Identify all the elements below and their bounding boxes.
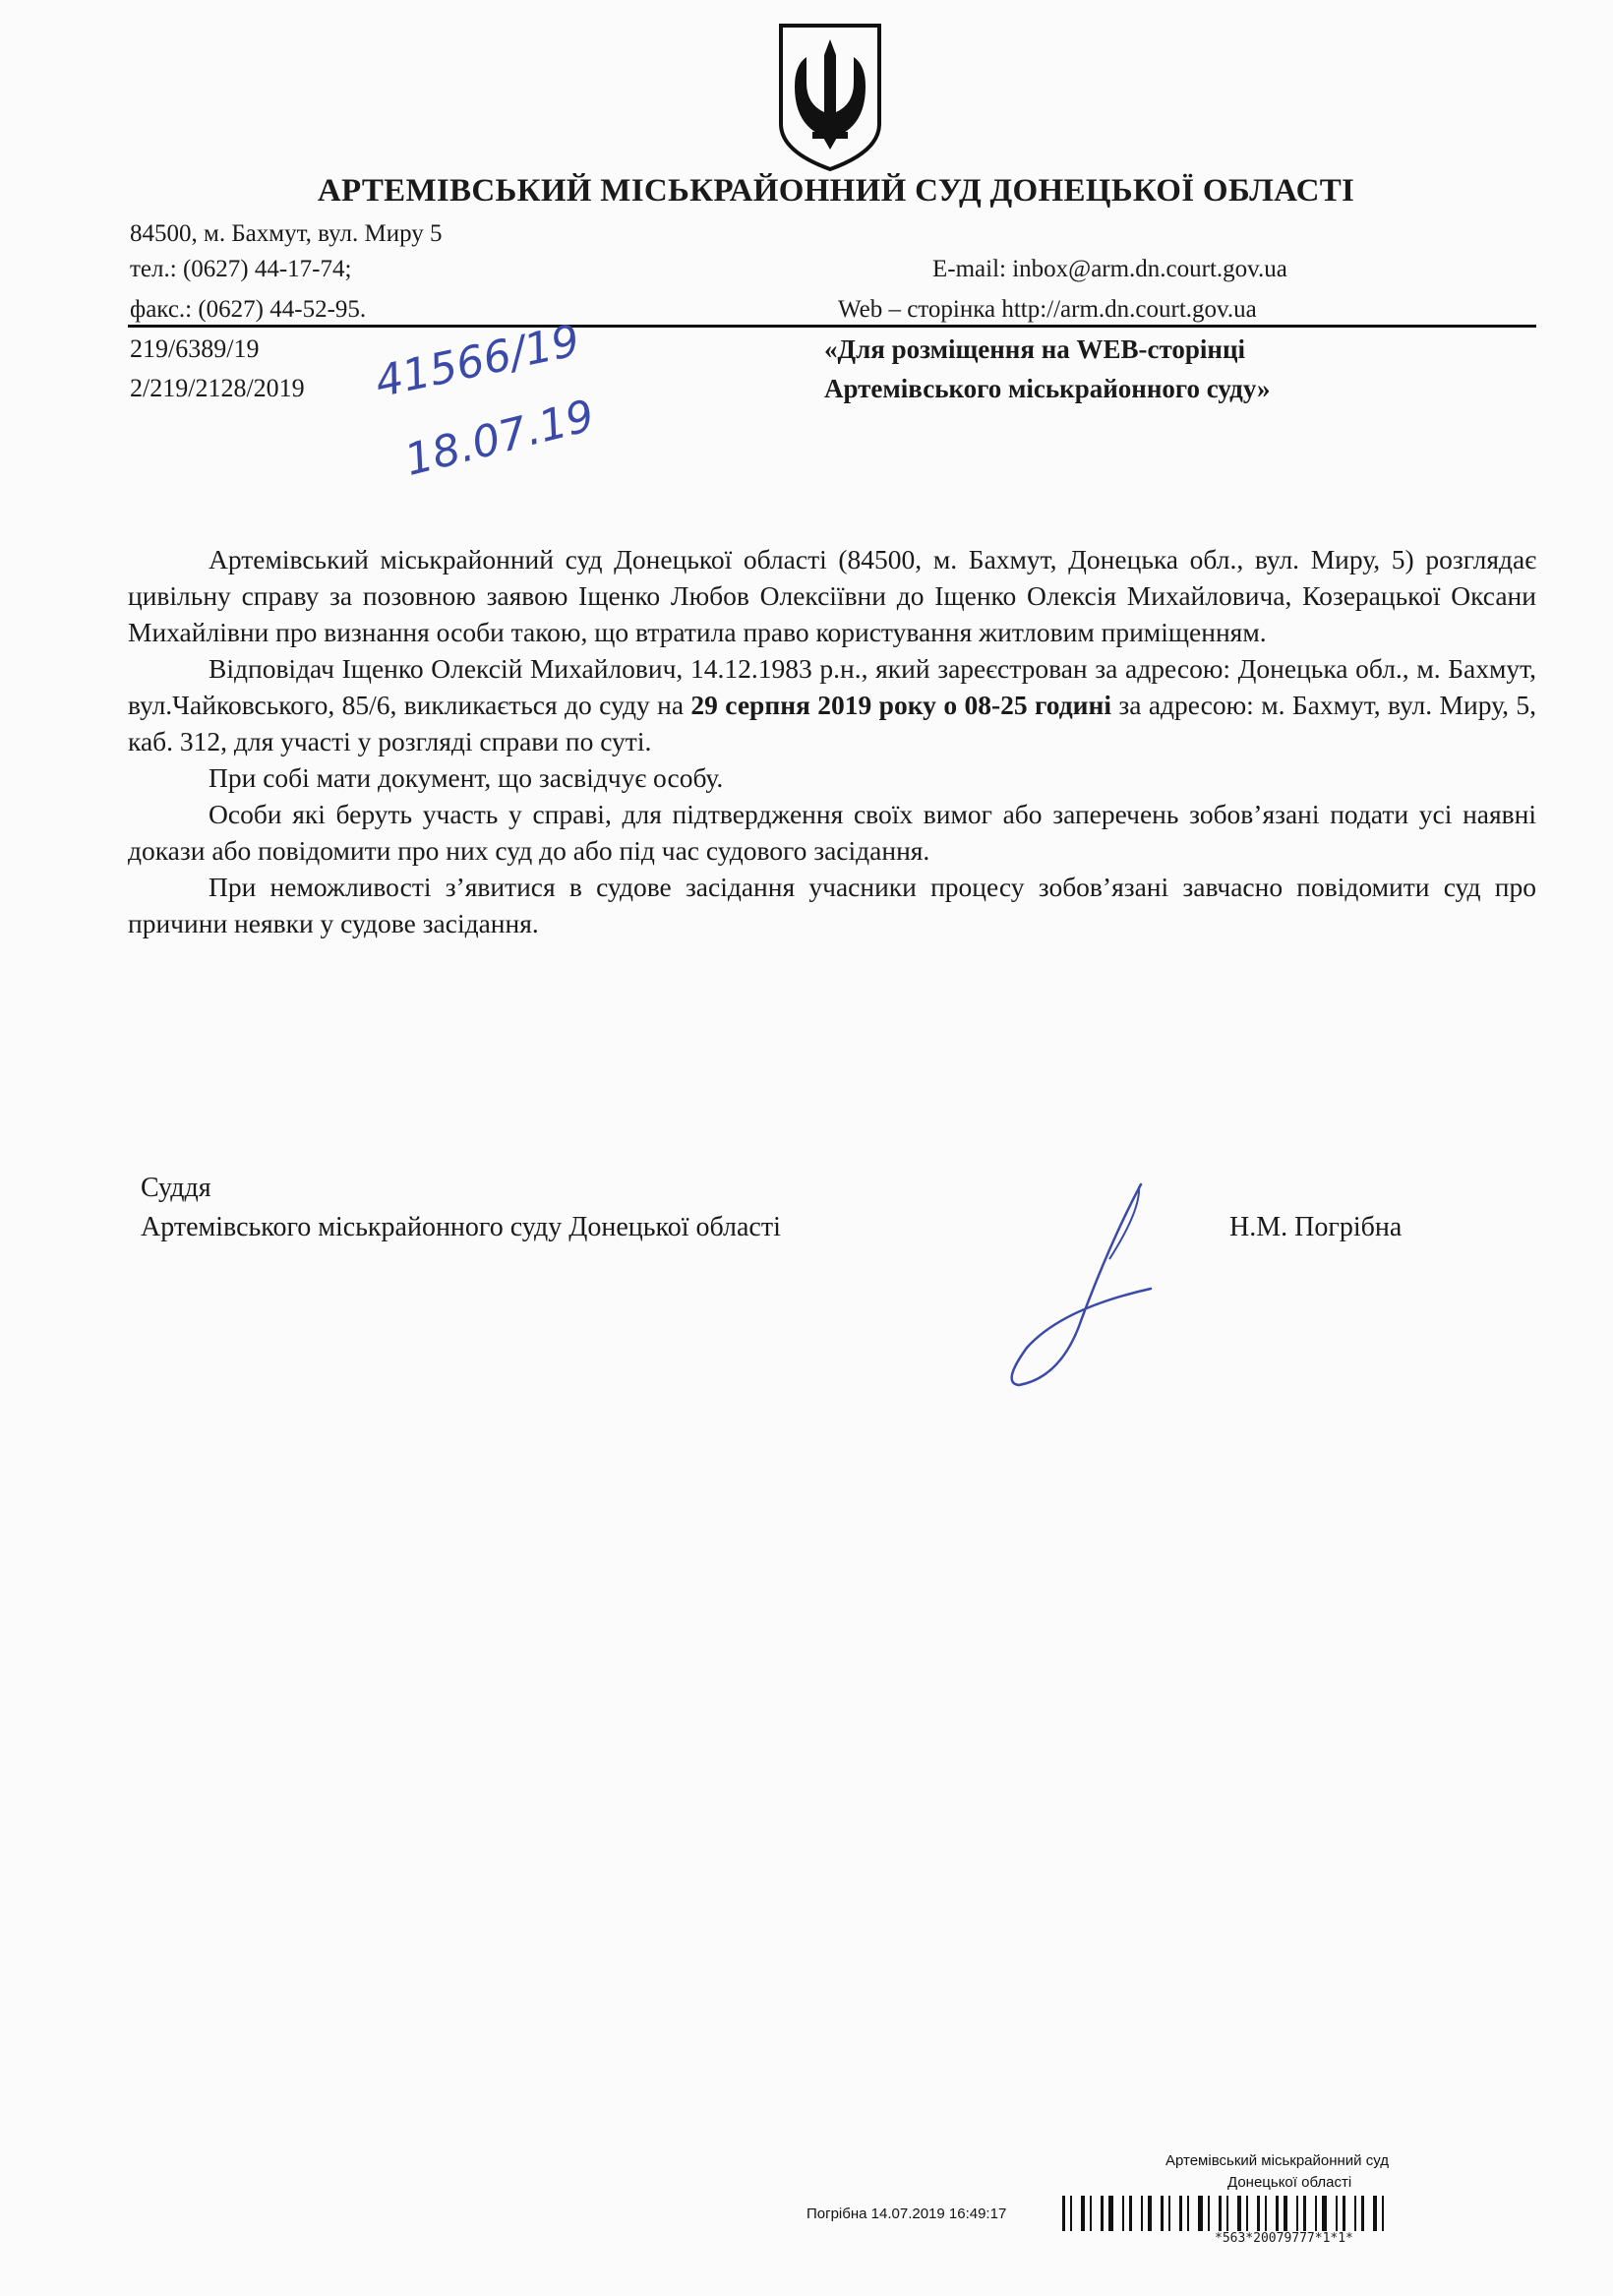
court-name: АРТЕМІВСЬКИЙ МІСЬКРАЙОННИЙ СУД ДОНЕЦЬКОЇ ОБЛАСТІ	[317, 173, 1355, 209]
signature-role: Суддя	[141, 1173, 211, 1203]
judge-name: Н.М. Погрібна	[1229, 1212, 1403, 1242]
court-phone: тел.: (0627) 44-17-74;	[130, 256, 352, 282]
paragraph-evidence: Особи які беруть участь у справі, для підтвердження своїх вимог або заперечень зобов’язані подати усі наявні докази або повідомити про них суд до або під час судового засідання.	[128, 799, 1536, 866]
publication-heading-line1: «Для розміщення на WEB-сторінці	[824, 334, 1246, 364]
footer-printed-info: Погрібна 14.07.2019 16:49:17	[806, 2205, 1007, 2222]
case-number: 219/6389/19	[130, 334, 260, 363]
court-address: 84500, м. Бахмут, вул. Миру 5	[130, 220, 443, 247]
footer-stamp-line1: Артемівський міськрайонний суд	[1165, 2152, 1389, 2169]
header-divider	[128, 325, 1536, 328]
proceeding-number: 2/219/2128/2019	[130, 374, 305, 402]
paragraph-case-description: Артемівський міськрайонний суд Донецької області (84500, м. Бахмут, Донецька обл., вул. Миру, 5) розглядає цивільну справу за позовною заявою Іщенко Любов Олексіївни до Іщенко Олексія Михайловича, Козерацької Оксани Михайлівни про визнання особи такою, що втратила право користування житловим приміщенням.	[128, 544, 1536, 647]
summons-text-start: Відповідач Іщенко Олексій Михайлович, 14.12.1983 р.н., який зареєстрован за адресою: Донецька обл., м. Бахмут, вул.Чайковського, 85/6, викликається до суду на	[128, 653, 1536, 720]
barcode-number: *563*20079777*1*1*	[1215, 2231, 1353, 2246]
publication-heading-line2: Артемівського міськрайонного суду»	[824, 374, 1271, 403]
footer-stamp-line2: Донецької області	[1227, 2174, 1352, 2191]
handwritten-incoming-date: 18.07.19	[399, 391, 600, 486]
judge-signature-icon	[993, 1171, 1170, 1397]
notice-body	[128, 541, 1536, 941]
paragraph-summons	[128, 650, 1536, 759]
summons-text-end: за адресою: м. Бахмут, вул. Миру, 5, каб. 312, для участі у розгляді справи по суті.	[128, 690, 1536, 756]
barcode	[1062, 2196, 1544, 2231]
handwritten-incoming-number: 41566/19	[371, 315, 584, 408]
court-website: Web – сторінка http://arm.dn.court.gov.ua	[838, 296, 1257, 323]
ukraine-coat-of-arms-icon	[777, 22, 883, 171]
court-fax: факс.: (0627) 44-52-95.	[130, 296, 367, 323]
court-email: E-mail: inbox@arm.dn.court.gov.ua	[932, 256, 1287, 282]
signature-court: Артемівського міськрайонного суду Донецької області	[141, 1212, 781, 1242]
paragraph-identity-document: При собі мати документ, що засвідчує особу.	[209, 762, 724, 793]
hearing-datetime: 29 серпня 2019 року о 08-25 годині	[690, 690, 1111, 720]
paragraph-absence-notice: При неможливості з’явитися в судове засідання учасники процесу зобов’язані завчасно повідомити суд про причини неявки у судове засідання.	[128, 872, 1536, 938]
